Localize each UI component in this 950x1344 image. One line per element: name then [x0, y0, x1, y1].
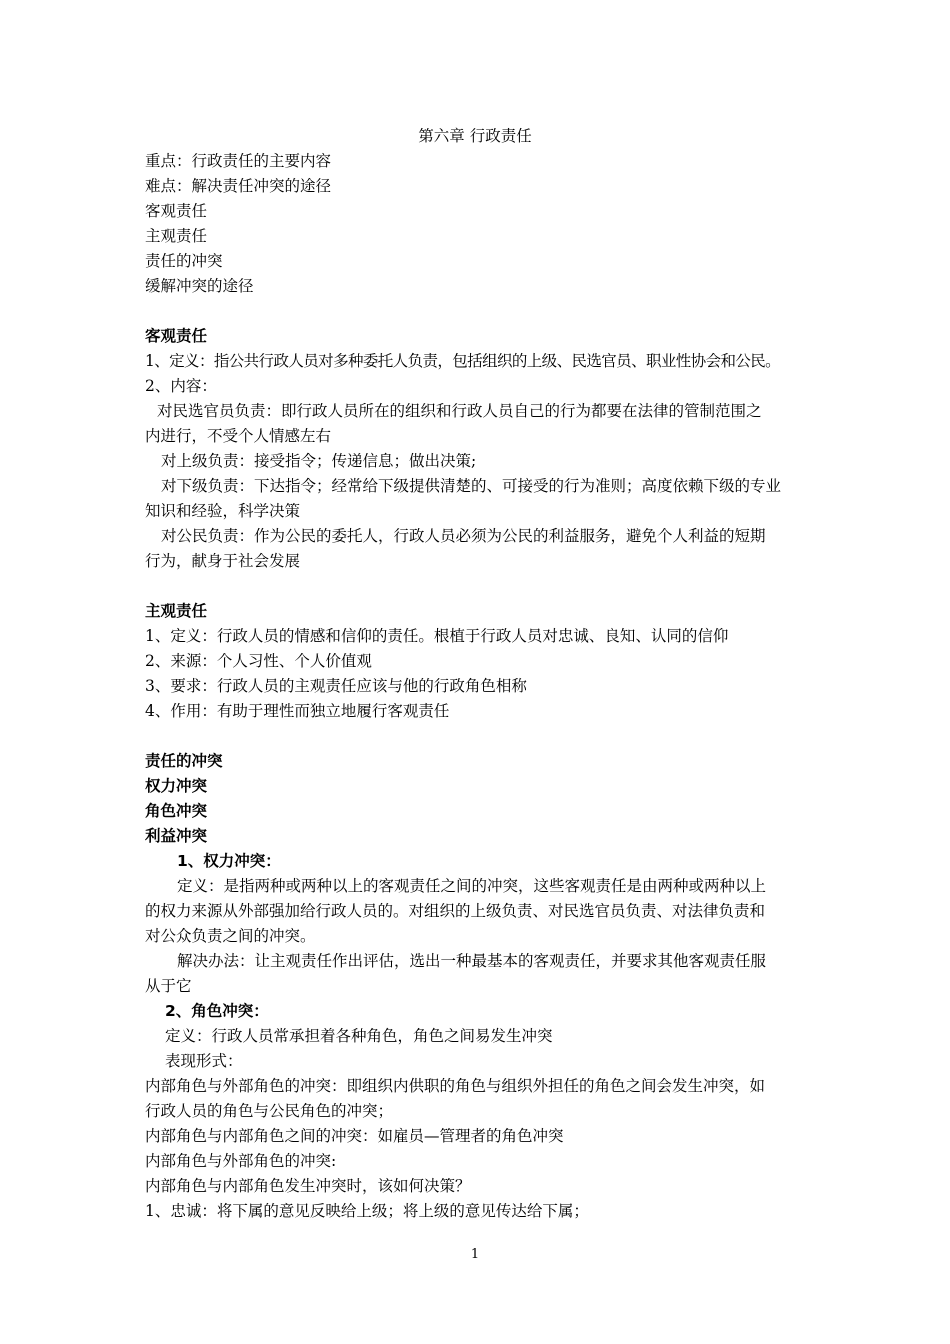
outline-item: 难点：解决责任冲突的途径: [145, 177, 332, 195]
paragraph: 知识和经验，科学决策: [145, 502, 301, 520]
section-heading: 权力冲突: [145, 777, 208, 795]
paragraph: 1、定义：指公共行政人员对多种委托人负责，包括组织的上级、民选官员、职业性协会和公民。: [145, 352, 781, 370]
section-heading: 角色冲突: [145, 802, 208, 820]
section-heading: 利益冲突: [145, 827, 208, 845]
document-body: [145, 149, 817, 1224]
paragraph: 对民选官员负责：即行政人员所在的组织和行政人员自己的行为都要在法律的管制范围之: [157, 402, 762, 420]
list-item: 2、来源：个人习性、个人价值观: [145, 652, 372, 670]
outline-item: 缓解冲突的途径: [145, 277, 254, 295]
paragraph: 内部角色与内部角色之间的冲突：如雇员—管理者的角色冲突: [145, 1127, 564, 1145]
section-heading: 客观责任: [145, 327, 208, 345]
subsection-heading: 2、角色冲突：: [165, 1002, 269, 1020]
paragraph: 从于它: [145, 977, 192, 995]
outline-item: 重点：行政责任的主要内容: [145, 152, 332, 170]
outline-item: 主观责任: [145, 227, 208, 245]
paragraph: 定义：行政人员常承担着各种角色，角色之间易发生冲突: [165, 1027, 553, 1045]
paragraph: 内进行，不受个人情感左右: [145, 427, 332, 445]
paragraph: 内部角色与内部角色发生冲突时，该如何决策？: [145, 1177, 471, 1195]
paragraph: 定义：是指两种或两种以上的客观责任之间的冲突，这些客观责任是由两种或两种以上: [177, 877, 767, 895]
paragraph: 行政人员的角色与公民角色的冲突；: [145, 1102, 394, 1120]
list-item: 4、作用：有助于理性而独立地履行客观责任: [145, 702, 450, 720]
paragraph: 内部角色与外部角色的冲突:: [145, 1152, 337, 1170]
section-heading: 主观责任: [145, 602, 208, 620]
paragraph: 行为，献身于社会发展: [145, 552, 301, 570]
paragraph: 的权力来源从外部强加给行政人员的。对组织的上级负责、对民选官员负责、对法律负责和: [145, 902, 766, 920]
paragraph: 内部角色与外部角色的冲突：即组织内供职的角色与组织外担任的角色之间会发生冲突，如: [145, 1077, 766, 1095]
outline-item: 责任的冲突: [145, 252, 223, 270]
paragraph: 对公民负责：作为公民的委托人，行政人员必须为公民的利益服务，避免个人利益的短期: [161, 527, 766, 545]
subsection-heading: 1、权力冲突：: [177, 852, 281, 870]
list-item: 3、要求：行政人员的主观责任应该与他的行政角色相称: [145, 677, 527, 695]
paragraph: 1、忠诚：将下属的意见反映给上级；将上级的意见传达给下属；: [145, 1202, 589, 1220]
outline-item: 客观责任: [145, 202, 208, 220]
paragraph: 解决办法：让主观责任作出评估，选出一种最基本的客观责任，并要求其他客观责任服: [177, 952, 767, 970]
page-title: 第六章 行政责任: [418, 127, 532, 145]
paragraph: 对公众负责之间的冲突。: [145, 927, 316, 945]
paragraph: 对上级负责：接受指令；传递信息；做出决策;: [161, 452, 477, 470]
paragraph: 2、内容：: [145, 377, 217, 395]
page-number: 1: [470, 1247, 480, 1262]
paragraph: 对下级负责：下达指令；经常给下级提供清楚的、可接受的行为准则；高度依赖下级的专业: [161, 477, 782, 495]
list-item: 1、定义：行政人员的情感和信仰的责任。根植于行政人员对忠诚、良知、认同的信仰: [145, 627, 729, 645]
paragraph: 表现形式：: [165, 1052, 243, 1070]
section-heading: 责任的冲突: [145, 752, 223, 770]
